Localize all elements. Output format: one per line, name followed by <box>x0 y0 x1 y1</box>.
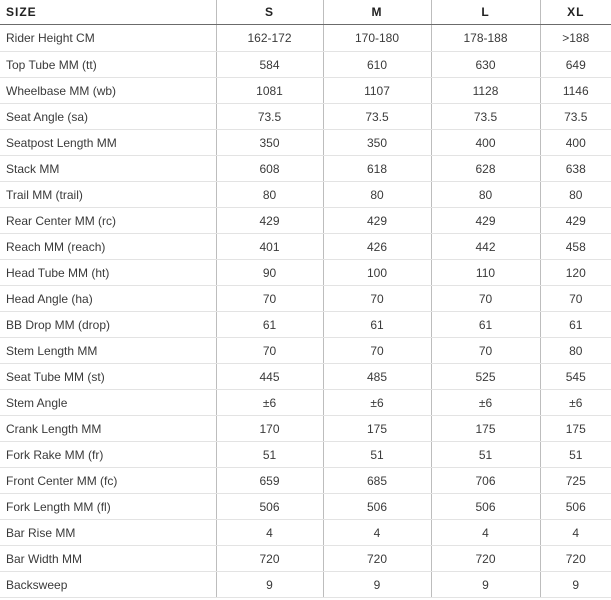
table-row <box>0 156 611 182</box>
value-cell-s: 401 <box>216 234 323 260</box>
value-cell-s: 608 <box>216 156 323 182</box>
value-cell-s: 1081 <box>216 78 323 104</box>
value-cell-m: ±6 <box>323 390 431 416</box>
value-cell-s: 70 <box>216 338 323 364</box>
value-cell-s: 659 <box>216 468 323 494</box>
value-cell-m: 100 <box>323 260 431 286</box>
table-row <box>0 338 611 364</box>
row-label: Seatpost Length MM <box>0 130 216 156</box>
value-cell-m: 720 <box>323 546 431 572</box>
value-cell-xl: 175 <box>540 416 611 442</box>
value-cell-s: 584 <box>216 52 323 78</box>
size-l-header: L <box>431 0 540 25</box>
value-cell-m: 70 <box>323 286 431 312</box>
value-cell-xl: 649 <box>540 52 611 78</box>
table-row <box>0 130 611 156</box>
row-label: Fork Length MM (fl) <box>0 494 216 520</box>
value-cell-l: 429 <box>431 208 540 234</box>
value-cell-s: 70 <box>216 286 323 312</box>
row-label: BB Drop MM (drop) <box>0 312 216 338</box>
value-cell-m: 175 <box>323 416 431 442</box>
table-row <box>0 312 611 338</box>
value-cell-l: 80 <box>431 182 540 208</box>
row-label: Stem Angle <box>0 390 216 416</box>
table-row <box>0 52 611 78</box>
value-cell-s: 80 <box>216 182 323 208</box>
value-cell-l: 442 <box>431 234 540 260</box>
value-cell-m: 429 <box>323 208 431 234</box>
table-row <box>0 416 611 442</box>
value-cell-xl: >188 <box>540 25 611 52</box>
value-cell-xl: 638 <box>540 156 611 182</box>
value-cell-m: 685 <box>323 468 431 494</box>
row-label: Crank Length MM <box>0 416 216 442</box>
row-label: Bar Rise MM <box>0 520 216 546</box>
table-row <box>0 520 611 546</box>
value-cell-l: 630 <box>431 52 540 78</box>
value-cell-xl: 51 <box>540 442 611 468</box>
size-s-header: S <box>216 0 323 25</box>
value-cell-m: 61 <box>323 312 431 338</box>
value-cell-l: 506 <box>431 494 540 520</box>
row-label: Front Center MM (fc) <box>0 468 216 494</box>
value-cell-xl: 458 <box>540 234 611 260</box>
table-row <box>0 468 611 494</box>
value-cell-m: 485 <box>323 364 431 390</box>
value-cell-m: 350 <box>323 130 431 156</box>
value-cell-l: 4 <box>431 520 540 546</box>
value-cell-l: ±6 <box>431 390 540 416</box>
value-cell-m: 70 <box>323 338 431 364</box>
value-cell-s: 350 <box>216 130 323 156</box>
value-cell-m: 80 <box>323 182 431 208</box>
value-cell-l: 628 <box>431 156 540 182</box>
value-cell-s: 506 <box>216 494 323 520</box>
table-row <box>0 234 611 260</box>
value-cell-xl: 9 <box>540 572 611 598</box>
value-cell-xl: 4 <box>540 520 611 546</box>
value-cell-s: 4 <box>216 520 323 546</box>
row-label: Rear Center MM (rc) <box>0 208 216 234</box>
value-cell-s: 51 <box>216 442 323 468</box>
row-label: Head Angle (ha) <box>0 286 216 312</box>
value-cell-xl: 720 <box>540 546 611 572</box>
value-cell-l: 178-188 <box>431 25 540 52</box>
value-cell-xl: 506 <box>540 494 611 520</box>
row-label: Stack MM <box>0 156 216 182</box>
row-label: Head Tube MM (ht) <box>0 260 216 286</box>
value-cell-m: 506 <box>323 494 431 520</box>
value-cell-s: 445 <box>216 364 323 390</box>
row-label: Wheelbase MM (wb) <box>0 78 216 104</box>
table-row <box>0 25 611 52</box>
value-cell-m: 426 <box>323 234 431 260</box>
value-cell-l: 400 <box>431 130 540 156</box>
size-header: SIZE <box>0 0 216 25</box>
value-cell-l: 73.5 <box>431 104 540 130</box>
value-cell-s: 170 <box>216 416 323 442</box>
value-cell-s: 429 <box>216 208 323 234</box>
row-label: Trail MM (trail) <box>0 182 216 208</box>
value-cell-s: 73.5 <box>216 104 323 130</box>
row-label: Backsweep <box>0 572 216 598</box>
value-cell-l: 61 <box>431 312 540 338</box>
value-cell-xl: 80 <box>540 338 611 364</box>
value-cell-s: 90 <box>216 260 323 286</box>
row-label: Top Tube MM (tt) <box>0 52 216 78</box>
value-cell-s: 720 <box>216 546 323 572</box>
value-cell-xl: ±6 <box>540 390 611 416</box>
value-cell-l: 70 <box>431 286 540 312</box>
row-label: Stem Length MM <box>0 338 216 364</box>
table-row <box>0 182 611 208</box>
value-cell-s: 61 <box>216 312 323 338</box>
table-row <box>0 78 611 104</box>
value-cell-m: 4 <box>323 520 431 546</box>
table-row <box>0 572 611 598</box>
value-cell-xl: 400 <box>540 130 611 156</box>
value-cell-l: 9 <box>431 572 540 598</box>
value-cell-xl: 61 <box>540 312 611 338</box>
value-cell-xl: 1146 <box>540 78 611 104</box>
table-row <box>0 104 611 130</box>
value-cell-m: 170-180 <box>323 25 431 52</box>
value-cell-m: 9 <box>323 572 431 598</box>
table-row <box>0 364 611 390</box>
value-cell-l: 525 <box>431 364 540 390</box>
table-row <box>0 442 611 468</box>
table-row <box>0 390 611 416</box>
value-cell-m: 51 <box>323 442 431 468</box>
value-cell-xl: 80 <box>540 182 611 208</box>
row-label: Reach MM (reach) <box>0 234 216 260</box>
header-row <box>0 0 611 25</box>
value-cell-m: 618 <box>323 156 431 182</box>
table-row <box>0 286 611 312</box>
table-row <box>0 260 611 286</box>
value-cell-l: 70 <box>431 338 540 364</box>
value-cell-s: ±6 <box>216 390 323 416</box>
value-cell-xl: 73.5 <box>540 104 611 130</box>
value-cell-xl: 120 <box>540 260 611 286</box>
value-cell-m: 1107 <box>323 78 431 104</box>
row-label: Seat Angle (sa) <box>0 104 216 130</box>
table-row <box>0 208 611 234</box>
value-cell-m: 610 <box>323 52 431 78</box>
row-label: Fork Rake MM (fr) <box>0 442 216 468</box>
value-cell-l: 110 <box>431 260 540 286</box>
value-cell-xl: 429 <box>540 208 611 234</box>
value-cell-l: 720 <box>431 546 540 572</box>
table-row <box>0 546 611 572</box>
value-cell-s: 9 <box>216 572 323 598</box>
value-cell-s: 162-172 <box>216 25 323 52</box>
row-label: Rider Height CM <box>0 25 216 52</box>
value-cell-l: 51 <box>431 442 540 468</box>
value-cell-l: 706 <box>431 468 540 494</box>
value-cell-xl: 70 <box>540 286 611 312</box>
size-m-header: M <box>323 0 431 25</box>
value-cell-l: 175 <box>431 416 540 442</box>
size-xl-header: XL <box>540 0 611 25</box>
value-cell-m: 73.5 <box>323 104 431 130</box>
value-cell-xl: 725 <box>540 468 611 494</box>
row-label: Bar Width MM <box>0 546 216 572</box>
value-cell-xl: 545 <box>540 364 611 390</box>
table-row <box>0 494 611 520</box>
row-label: Seat Tube MM (st) <box>0 364 216 390</box>
value-cell-l: 1128 <box>431 78 540 104</box>
